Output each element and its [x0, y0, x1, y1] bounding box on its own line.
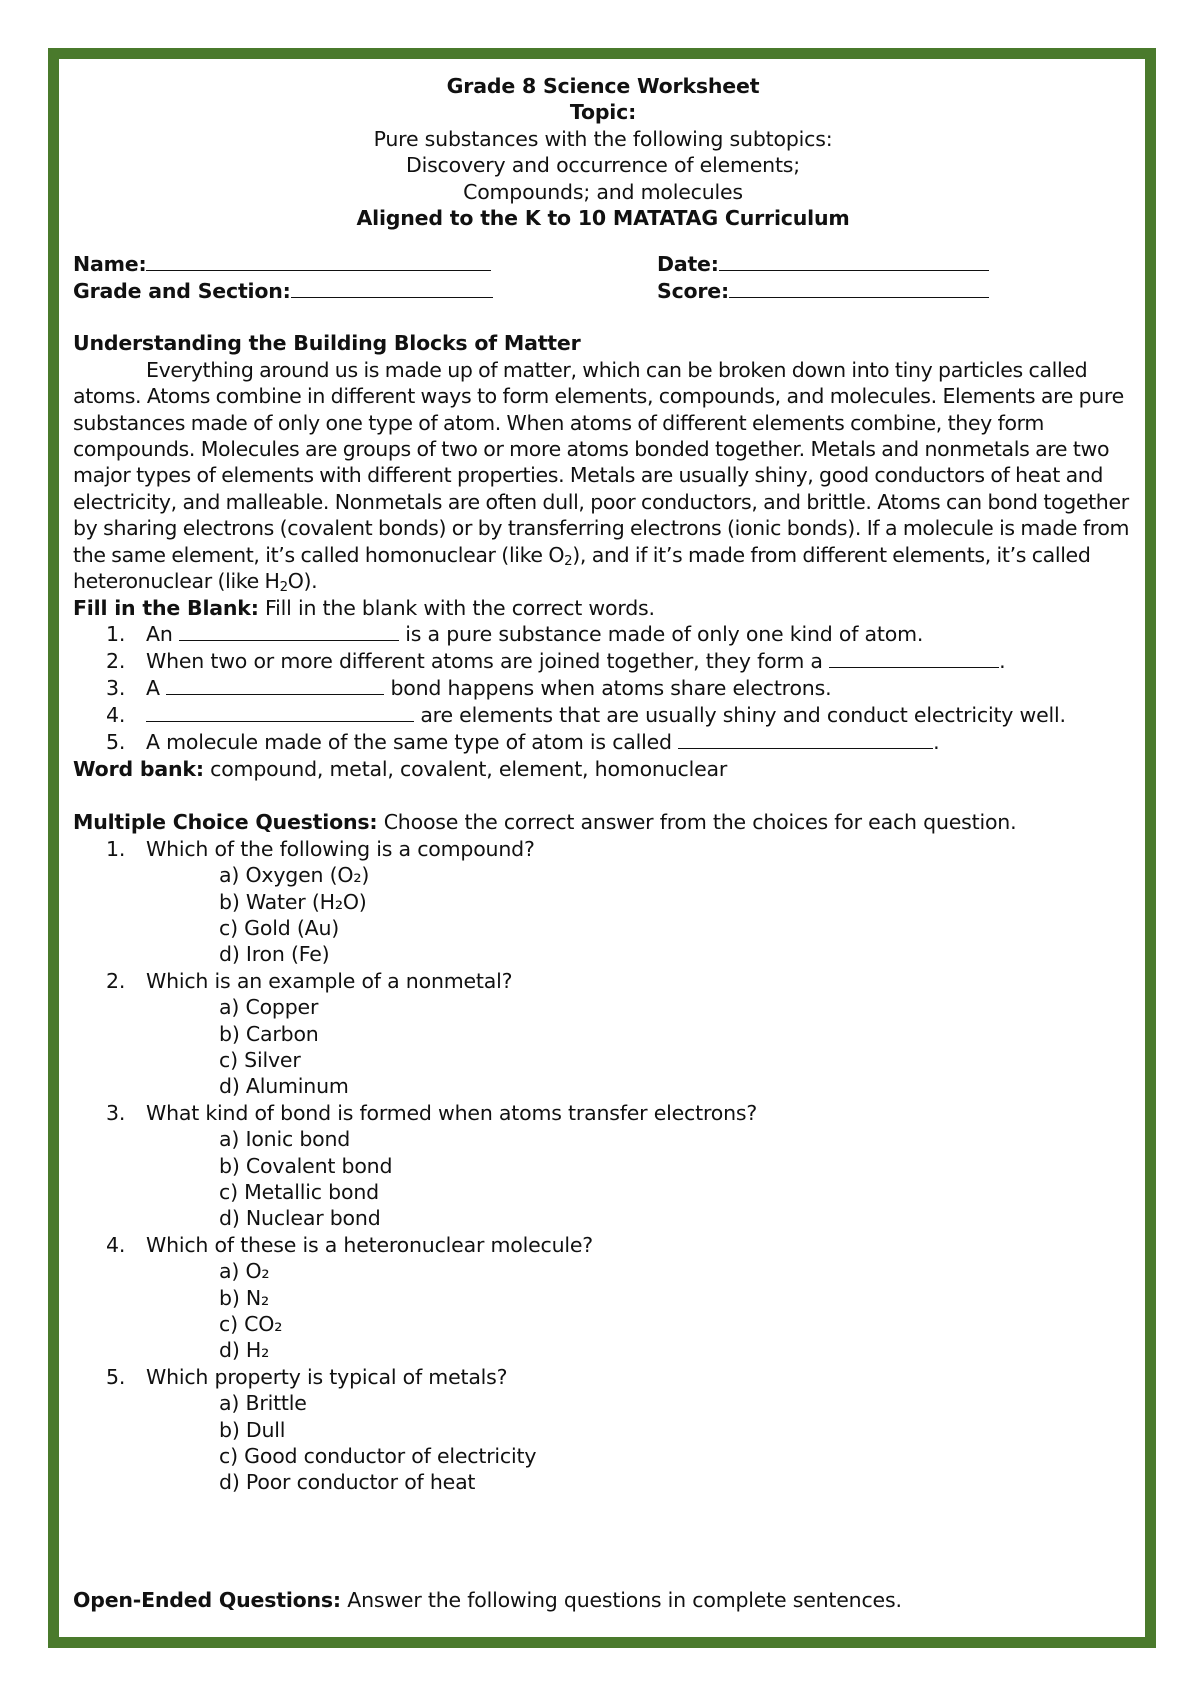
- question-text: What kind of bond is formed when atoms transfer electrons?: [146, 1100, 758, 1125]
- question-text: Which is an example of a nonmetal?: [146, 968, 513, 993]
- item-number: 4.: [106, 702, 126, 727]
- item-number: 1.: [106, 621, 126, 646]
- answer-choice[interactable]: d) Aluminum: [219, 1074, 349, 1099]
- answer-choice[interactable]: d) Iron (Fe): [219, 942, 330, 967]
- answer-choice[interactable]: b) N₂: [219, 1285, 270, 1310]
- answer-choice[interactable]: a) Brittle: [219, 1391, 307, 1416]
- question-text: Which of the following is a compound?: [146, 836, 535, 861]
- date-label: Date:: [657, 252, 719, 277]
- word-bank-label: Word bank:: [73, 756, 204, 781]
- answer-blank[interactable]: [146, 703, 414, 722]
- name-field[interactable]: [73, 251, 491, 277]
- fill-in-item: [73, 648, 1133, 675]
- worksheet-title: Grade 8 Science Worksheet: [446, 74, 760, 98]
- fill-in-item: [73, 729, 1133, 756]
- answer-choice[interactable]: b) Dull: [219, 1417, 286, 1442]
- answer-blank[interactable]: [829, 649, 999, 668]
- question-number: 2.: [106, 968, 126, 993]
- fill-in-item: [73, 675, 1133, 702]
- fill-in-list: [73, 621, 1133, 756]
- word-bank-words: compound, metal, covalent, element, homonuclear: [203, 756, 728, 781]
- question-text: Which property is typical of metals?: [146, 1364, 508, 1389]
- answer-choice[interactable]: c) Metallic bond: [219, 1180, 379, 1204]
- question: [73, 1100, 1133, 1126]
- topic-line-3: Compounds; and molecules: [463, 179, 743, 204]
- open-ended-label: Open-Ended Questions:: [73, 1588, 341, 1612]
- curriculum-alignment: Aligned to the K to 10 MATATAG Curriculum: [356, 206, 850, 231]
- grade-section-blank[interactable]: [291, 279, 493, 298]
- multiple-choice-list: [73, 836, 1133, 1496]
- topic-line-1: Pure substances with the following subtopics:: [373, 126, 833, 151]
- answer-choice[interactable]: c) Gold (Au): [219, 915, 340, 940]
- answer-choice[interactable]: b) Water (H₂O): [219, 889, 367, 914]
- question: [73, 968, 1133, 994]
- answer-blank[interactable]: [166, 676, 384, 695]
- worksheet-header: [73, 73, 1133, 231]
- multiple-choice-label: Multiple Choice Questions:: [73, 810, 378, 835]
- reading-text-part-1: Everything around us is made up of matter, which can be broken down into tiny particles called atoms. Atoms combine in different ways to form elements, compounds, and molecules. Elements are pure substances made of only one type of atom. When atoms of different elements combine, they form compounds. Molecules are groups of two or more atoms bonded together. Metals and nonmetals are two major types of elements with different properties. Metals are usually shiny, good conductors of heat and electricity, and malleable. Nonmetals are often dull, poor conductors, and brittle. Atoms can bond together by sharing electrons (covalent bonds) or by transferring electrons (ionic bonds). If a molecule is made from the same element, it’s called homonuclear (like O: [73, 357, 1130, 567]
- item-text-before: When two or more different atoms are joined together, they form a: [146, 648, 830, 673]
- answer-choice[interactable]: a) O₂: [219, 1259, 270, 1284]
- open-ended-instruction-text: Answer the following questions in complete sentences.: [340, 1588, 902, 1612]
- item-number: 2.: [106, 648, 126, 673]
- question-number: 3.: [106, 1100, 126, 1125]
- item-text-after: bond happens when atoms share electrons.: [384, 675, 832, 700]
- question-number: 4.: [106, 1232, 126, 1257]
- topic-label: Topic:: [569, 100, 637, 125]
- subscript-h2o: 2: [279, 580, 288, 596]
- grade-section-label: Grade and Section:: [73, 279, 291, 304]
- date-blank[interactable]: [719, 252, 989, 271]
- open-ended-instruction: [73, 1588, 902, 1612]
- item-text-after: .: [933, 729, 940, 754]
- item-text-before: An: [146, 621, 179, 646]
- answer-choice[interactable]: c) CO₂: [219, 1312, 283, 1337]
- multiple-choice-instruction-text: Choose the correct answer from the choices for each question.: [377, 810, 1017, 835]
- student-info-fields: [73, 251, 1133, 306]
- fill-in-label: Fill in the Blank:: [73, 595, 259, 620]
- answer-choice[interactable]: a) Copper: [219, 995, 319, 1020]
- answer-choice[interactable]: c) Silver: [219, 1047, 301, 1072]
- answer-choice[interactable]: d) Nuclear bond: [219, 1206, 381, 1231]
- reading-text-part-2: ), and if it’s made from different elements, it’s called heteronuclear (like H: [73, 542, 1091, 594]
- question: [73, 836, 1133, 862]
- grade-section-field[interactable]: [73, 278, 493, 304]
- question: [73, 1364, 1133, 1390]
- fill-in-instruction: [73, 595, 1133, 621]
- answer-choice[interactable]: d) Poor conductor of heat: [219, 1470, 476, 1495]
- question: [73, 1232, 1133, 1258]
- item-text-before: A: [146, 675, 167, 700]
- item-text-after: is a pure substance made of only one kind of atom.: [398, 621, 924, 646]
- answer-blank[interactable]: [179, 622, 399, 641]
- score-blank[interactable]: [729, 279, 989, 298]
- reading-title: Understanding the Building Blocks of Matter: [73, 331, 581, 356]
- question-number: 1.: [106, 836, 126, 861]
- question-number: 5.: [106, 1364, 126, 1389]
- fill-in-item: [73, 621, 1133, 648]
- answer-choice[interactable]: b) Carbon: [219, 1021, 319, 1046]
- score-label: Score:: [657, 279, 730, 304]
- answer-choice[interactable]: b) Covalent bond: [219, 1153, 393, 1178]
- answer-choice[interactable]: a) Ionic bond: [219, 1127, 351, 1152]
- answer-choice[interactable]: a) Oxygen (O₂): [219, 863, 370, 888]
- item-number: 5.: [106, 729, 126, 754]
- multiple-choice-instruction: [73, 809, 1133, 835]
- item-text-after: are elements that are usually shiny and conduct electricity well.: [414, 702, 1066, 727]
- item-text-before: A molecule made of the same type of atom is called: [146, 729, 679, 754]
- name-label: Name:: [73, 252, 147, 277]
- item-text-after: .: [999, 648, 1006, 673]
- subscript-o2: 2: [564, 553, 573, 569]
- answer-choice[interactable]: c) Good conductor of electricity: [219, 1444, 537, 1469]
- question-text: Which of these is a heteronuclear molecule?: [146, 1232, 593, 1257]
- fill-in-instruction-text: Fill in the blank with the correct words.: [258, 595, 655, 620]
- reading-paragraph: [73, 357, 1133, 595]
- word-bank: [73, 756, 1133, 782]
- item-number: 3.: [106, 675, 126, 700]
- date-field[interactable]: [657, 251, 989, 277]
- answer-blank[interactable]: [678, 730, 933, 749]
- answer-choice[interactable]: d) H₂: [219, 1338, 270, 1363]
- topic-line-2: Discovery and occurrence of elements;: [405, 153, 800, 178]
- reading-text-part-3: O).: [287, 569, 318, 594]
- worksheet-content: [73, 73, 1133, 1496]
- fill-in-item: [73, 702, 1133, 729]
- score-field[interactable]: [657, 278, 989, 304]
- name-blank[interactable]: [146, 252, 491, 271]
